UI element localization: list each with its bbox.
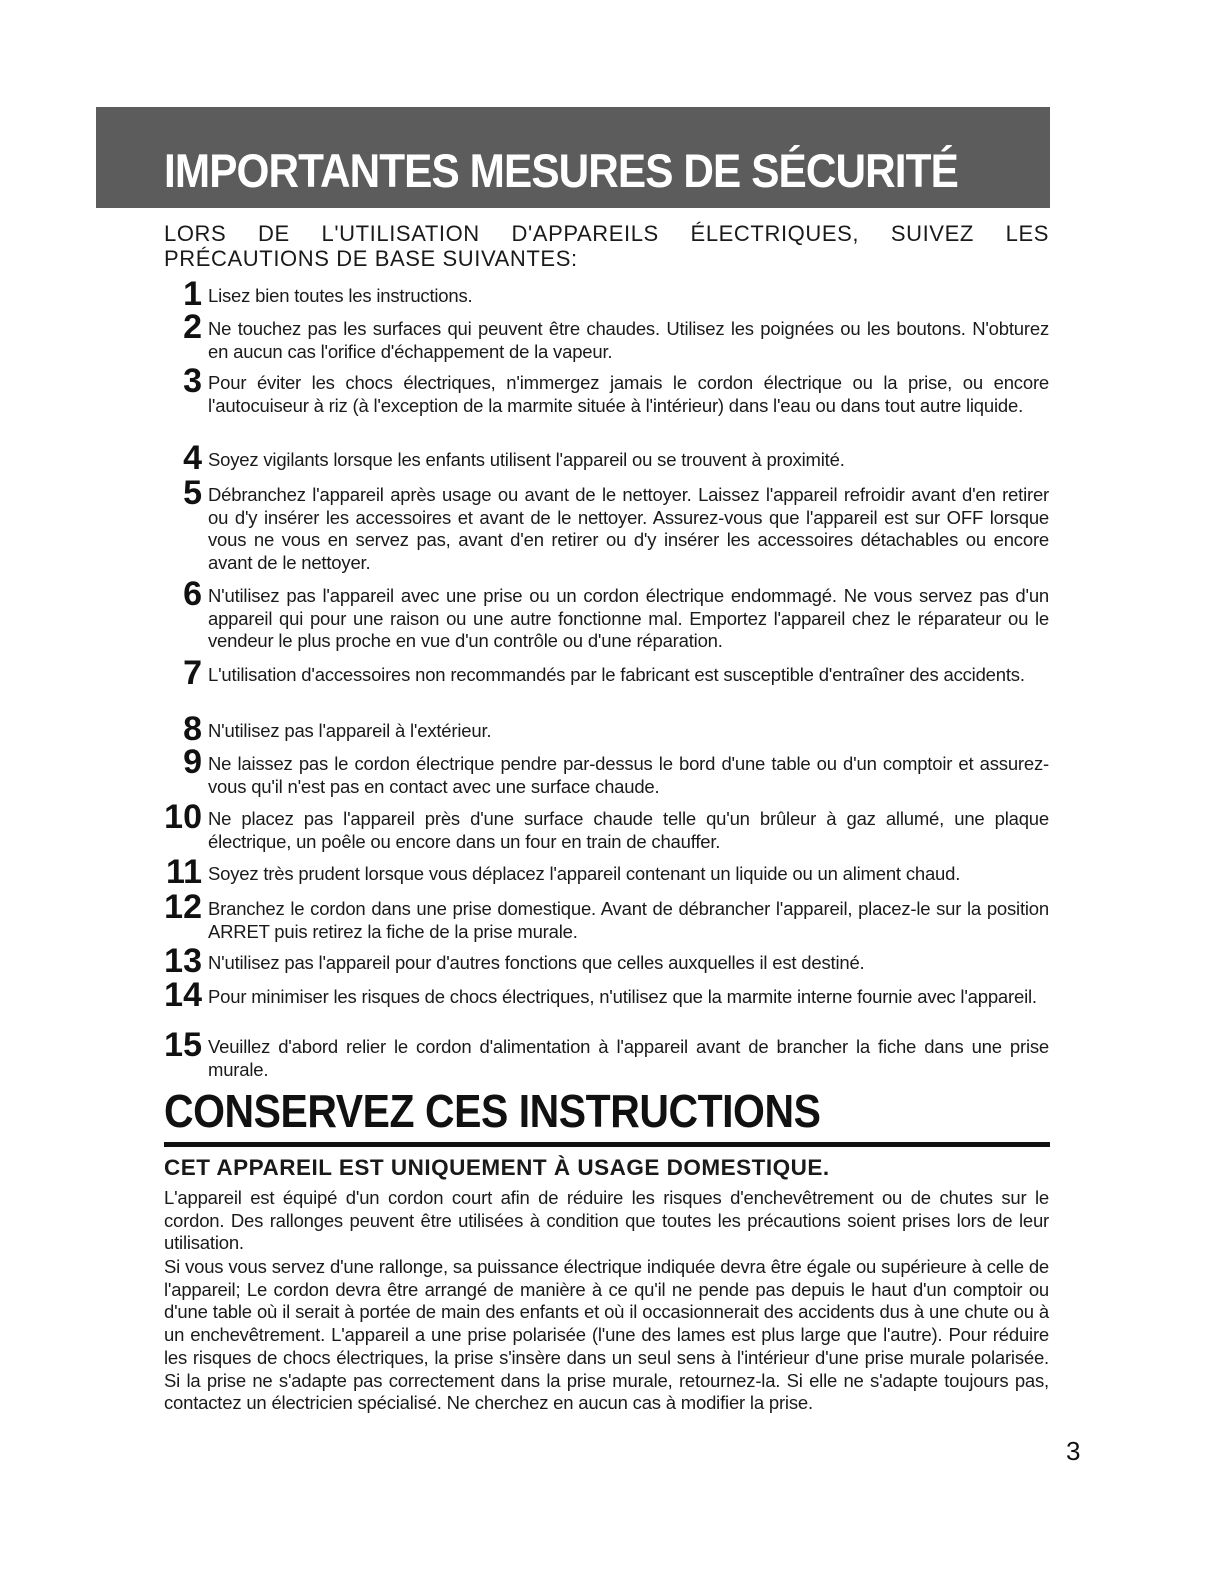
item-text: N'utilisez pas l'appareil avec une prise ou un cordon électrique endommagé. Ne vous servez pas d'un appareil qui pour une raison ou une autre fonctionne mal. Emportez l'appareil chez le réparateur ou le vendeur le plus proche en vue d'un contrôle ou d'une réparation. <box>208 585 1049 651</box>
item-number: 13 <box>164 942 202 980</box>
item-number: 15 <box>164 1026 202 1064</box>
item-number: 3 <box>183 362 202 400</box>
extension-cord-paragraph: Si vous vous servez d'une rallonge, sa puissance électrique indiquée devra être égale ou supérieure à celle de l'appareil; Le cordon devra être arrangé de manière à ce qu'il ne pende pas depuis le haut d'un comptoir ou d'une table où il serait à portée de main des enfants et où il occasionnerait des accidents dus à une chute ou à un enchevêtrement. L'appareil a une prise polarisée (l'une des lames est plus large que l'autre). Pour réduire les risques de chocs électriques, la prise s'insère dans un seul sens à l'intérieur d'une prise murale polarisée. Si la prise ne s'adapte pas correctement dans la prise murale, retournez-la. Si elle ne s'adapte toujours pas, contactez un électricien spécialisé. Ne cherchez en aucun cas à modifier la prise. <box>164 1256 1049 1414</box>
item-text: L'utilisation d'accessoires non recommandés par le fabricant est susceptible d'entraîner des accidents. <box>208 664 1025 685</box>
item-number: 11 <box>166 853 202 891</box>
page-title: IMPORTANTES MESURES DE SÉCURITÉ <box>164 144 958 197</box>
safety-subheading: LORS DE L'UTILISATION D'APPAREILS ÉLECTRIQUES, SUIVEZ LES PRÉCAUTIONS DE BASE SUIVANTES: <box>164 221 1049 271</box>
item-number: 6 <box>183 575 202 613</box>
item-text: Veuillez d'abord relier le cordon d'alimentation à l'appareil avant de brancher la fiche dans une prise murale. <box>208 1036 1049 1080</box>
item-number: 7 <box>183 654 202 692</box>
domestic-use-heading: CET APPAREIL EST UNIQUEMENT À USAGE DOMESTIQUE. <box>164 1155 830 1180</box>
item-text: N'utilisez pas l'appareil pour d'autres fonctions que celles auxquelles il est destiné. <box>208 952 865 973</box>
item-text: Soyez vigilants lorsque les enfants utilisent l'appareil ou se trouvent à proximité. <box>208 449 845 470</box>
item-number: 9 <box>183 743 202 781</box>
conserve-heading: CONSERVEZ CES INSTRUCTIONS <box>164 1085 821 1137</box>
item-text: Pour éviter les chocs électriques, n'immergez jamais le cordon électrique ou la prise, ou encore l'autocuiseur à riz (à l'exception de la marmite située à l'intérieur) dans l'eau ou dans tout autre liquide. <box>208 372 1049 416</box>
item-text: N'utilisez pas l'appareil à l'extérieur. <box>208 720 492 741</box>
item-text: Ne laissez pas le cordon électrique pendre par-dessus le bord d'une table ou d'un comptoir et assurez-vous qu'il n'est pas en contact avec une surface chaude. <box>208 753 1049 797</box>
section-divider <box>164 1142 1050 1147</box>
item-text: Soyez très prudent lorsque vous déplacez l'appareil contenant un liquide ou un aliment chaud. <box>208 863 961 884</box>
item-number: 2 <box>183 308 202 346</box>
page-number: 3 <box>1066 1436 1081 1466</box>
item-text: Ne placez pas l'appareil près d'une surface chaude telle qu'un brûleur à gaz allumé, une plaque électrique, un poêle ou encore dans un four en train de chauffer. <box>208 808 1049 852</box>
item-text: Ne touchez pas les surfaces qui peuvent être chaudes. Utilisez les poignées ou les boutons. N'obturez en aucun cas l'orifice d'échappement de la vapeur. <box>208 318 1049 362</box>
item-number: 10 <box>164 798 202 836</box>
item-number: 8 <box>183 710 202 748</box>
item-text: Pour minimiser les risques de chocs électriques, n'utilisez que la marmite interne fournie avec l'appareil. <box>208 986 1037 1007</box>
item-number: 1 <box>183 275 202 313</box>
item-number: 4 <box>183 439 202 477</box>
item-number: 5 <box>183 474 202 512</box>
item-text: Branchez le cordon dans une prise domestique. Avant de débrancher l'appareil, placez-le sur la position ARRET puis retirez la fiche de la prise murale. <box>208 898 1049 942</box>
item-number: 12 <box>164 888 202 926</box>
cord-paragraph: L'appareil est équipé d'un cordon court afin de réduire les risques d'enchevêtrement ou de chutes sur le cordon. Des rallonges peuvent être utilisées à condition que toutes les précautions soient prises lors de leur utilisation. <box>164 1187 1049 1254</box>
item-text: Débranchez l'appareil après usage ou avant de le nettoyer. Laissez l'appareil refroidir avant d'en retirer ou d'y insérer les accessoires et avant de le nettoyer. Assurez-vous que l'appareil est sur OFF lorsque vous ne vous en servez pas, avant d'en retirer ou d'y insérer les accessoires détachables ou encore avant de le nettoyer. <box>208 484 1049 573</box>
item-number: 14 <box>164 976 202 1014</box>
item-text: Lisez bien toutes les instructions. <box>208 285 473 306</box>
